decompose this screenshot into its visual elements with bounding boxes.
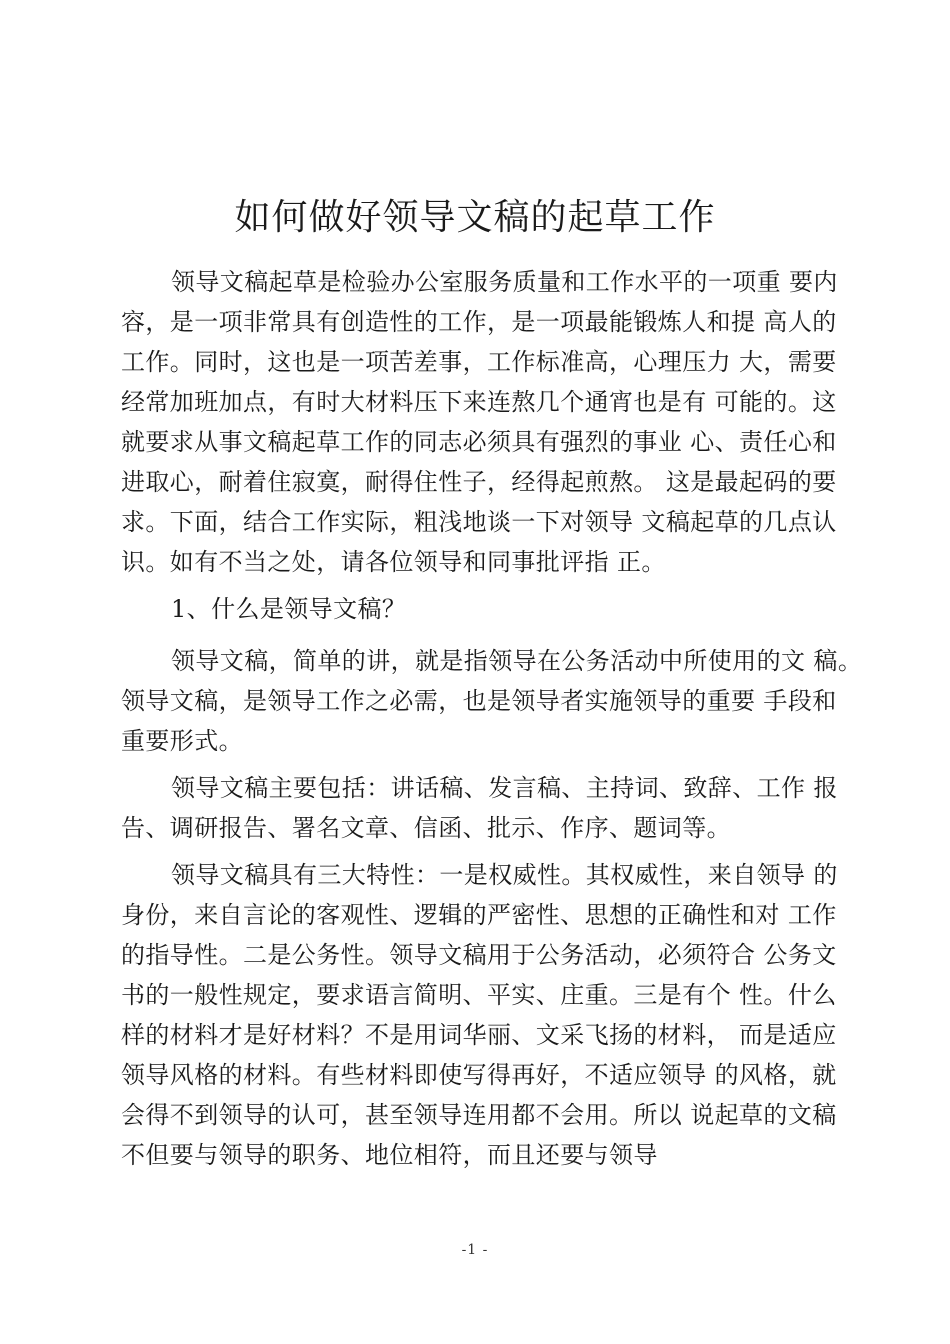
document-body — [121, 262, 863, 1175]
text-line: 领导文稿，简单的讲，就是指领导在公务活动中所使用的文 稿。 — [171, 647, 863, 675]
text-line: 会得不到领导的认可，甚至领导连用都不会用。所以 说起草的文稿 — [121, 1101, 837, 1129]
section-heading: 1、什么是领导文稿？ — [171, 595, 407, 623]
text-line: 识。如有不当之处，请各位领导和同事批评指 正。 — [121, 548, 666, 576]
text-line: 领导文稿，是领导工作之必需，也是领导者实施领导的重要 手段和 — [121, 687, 837, 715]
text-line: 领导文稿主要包括：讲话稿、发言稿、主持词、致辞、工作 报 — [171, 774, 838, 802]
text-line: 领导文稿具有三大特性：一是权威性。其权威性，来自领导 的 — [171, 861, 838, 889]
text-line: 领导文稿起草是检验办公室服务质量和工作水平的一项重 要内 — [171, 268, 838, 296]
page-number: -1 - — [461, 1242, 489, 1258]
text-line: 求。下面，结合工作实际，粗浅地谈一下对领导 文稿起草的几点认 — [121, 508, 837, 536]
text-line: 容，是一项非常具有创造性的工作，是一项最能锻炼人和提 高人的 — [121, 308, 837, 336]
text-line: 重要形式。 — [121, 727, 243, 755]
text-line: 样的材料才是好材料？不是用词华丽、文采飞扬的材料， 而是适应 — [121, 1021, 837, 1049]
text-line: 身份，来自言论的客观性、逻辑的严密性、思想的正确性和对 工作 — [121, 901, 837, 929]
document-title: 如何做好领导文稿的起草工作 — [234, 197, 716, 239]
text-line: 告、调研报告、署名文章、信函、批示、作序、题词等。 — [121, 814, 731, 842]
text-line: 书的一般性规定，要求语言简明、平实、庄重。三是有个 性。什么 — [121, 981, 837, 1009]
text-line: 就要求从事文稿起草工作的同志必须具有强烈的事业 心、责任心和 — [121, 428, 837, 456]
text-line: 进取心，耐着住寂寞，耐得住性子，经得起煎熬。 这是最起码的要 — [121, 468, 837, 496]
text-line: 的指导性。二是公务性。领导文稿用于公务活动，必须符合 公务文 — [121, 941, 837, 969]
text-line: 经常加班加点，有时大材料压下来连熬几个通宵也是有 可能的。这 — [121, 388, 837, 416]
text-line: 领导风格的材料。有些材料即使写得再好，不适应领导 的风格，就 — [121, 1061, 837, 1089]
text-line: 工作。同时，这也是一项苦差事，工作标准高，心理压力 大，需要 — [121, 348, 837, 376]
text-line: 不但要与领导的职务、地位相符，而且还要与领导 — [121, 1141, 658, 1169]
